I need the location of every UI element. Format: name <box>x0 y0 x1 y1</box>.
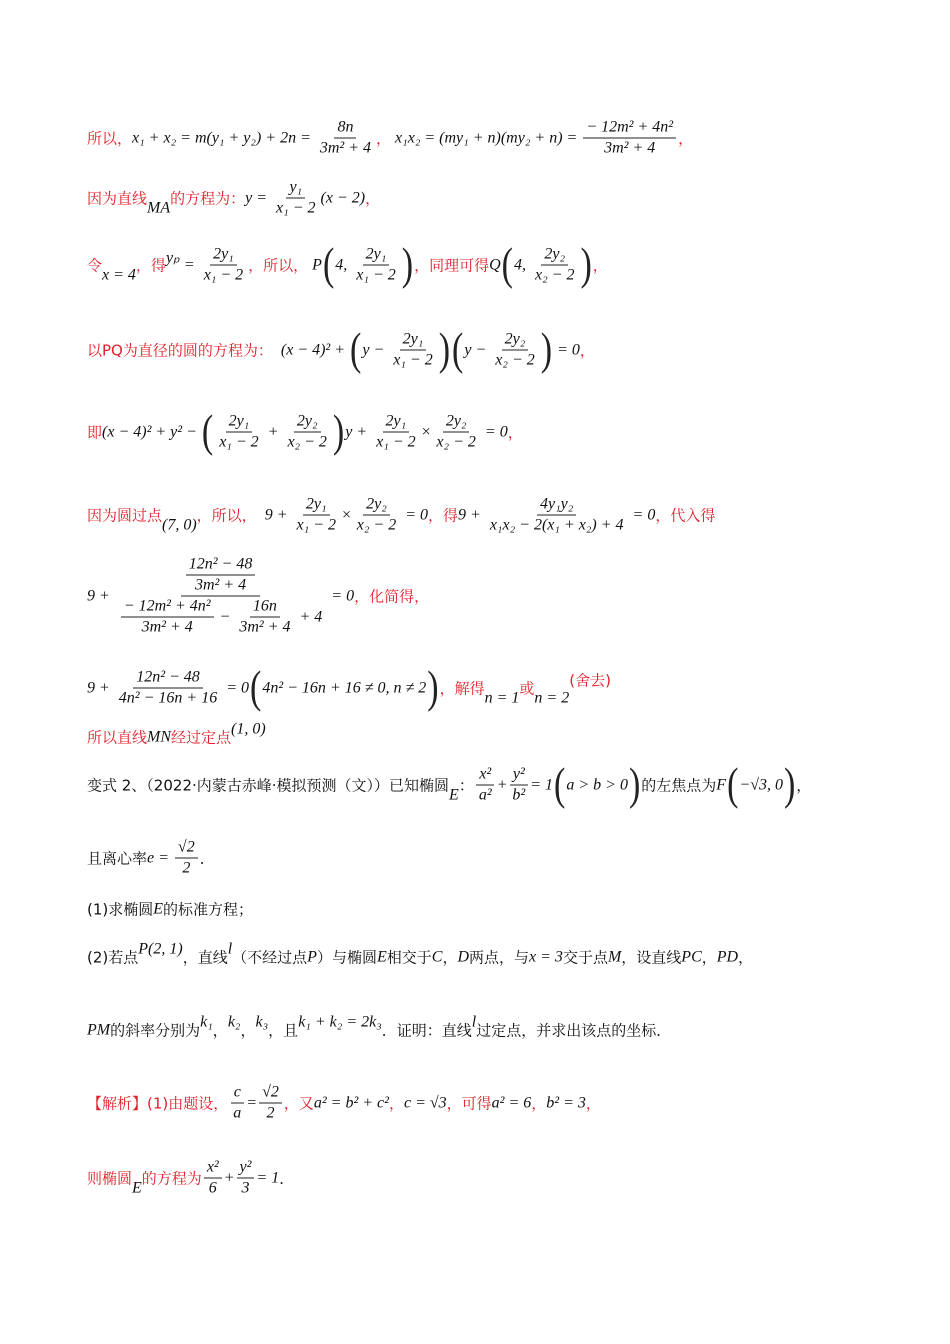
math-text: 2y₂ <box>296 412 318 430</box>
numerator <box>226 413 253 433</box>
math-text: x₂ − 2 <box>356 516 397 534</box>
math-text: n = 1 <box>484 689 520 706</box>
math-text: k₃ <box>255 1013 269 1030</box>
solution-text: ，所以， <box>248 256 309 275</box>
fraction <box>487 496 627 535</box>
math-text: = 0 <box>480 423 508 440</box>
math-text: 3m² + 4 <box>604 139 656 157</box>
math-text: 9 + <box>87 679 114 696</box>
solution-text: 因为直线 <box>87 189 148 208</box>
denominator <box>433 433 478 452</box>
solution-text: 【解析】 <box>87 1094 148 1113</box>
math-text: a² = 6 <box>491 1094 532 1111</box>
denominator <box>179 859 193 878</box>
problem-text: ． <box>199 849 215 868</box>
text-line <box>87 662 611 713</box>
solution-text: ，可得 <box>446 1094 492 1113</box>
math-text: x = 4 <box>102 266 136 283</box>
math-text: (x − 2) <box>320 189 366 206</box>
math-text: a² <box>478 786 492 804</box>
math-text: 2 <box>182 859 191 877</box>
problem-text: ． <box>279 1169 295 1188</box>
denominator <box>139 618 196 637</box>
math-text: 2y₁ <box>365 245 387 263</box>
problem-text: 过定点，并求出该点的坐标． <box>476 1021 672 1040</box>
fraction <box>116 669 220 708</box>
fraction <box>201 246 246 285</box>
numerator <box>175 839 198 859</box>
problem-text: ： <box>458 776 474 795</box>
problem-text: 的斜率分别为 <box>110 1021 201 1040</box>
fraction <box>353 246 398 285</box>
math-text: 3m² + 4 <box>194 576 247 594</box>
numerator <box>334 119 356 139</box>
text-line <box>87 556 429 637</box>
problem-text: ， <box>701 948 717 967</box>
math-text: 9 + <box>87 587 114 604</box>
problem-text: ， <box>212 1021 228 1040</box>
fraction <box>236 598 293 637</box>
math-text: y² <box>512 765 525 783</box>
denominator <box>273 199 318 218</box>
math-text: x₁ − 2 <box>203 266 244 284</box>
solution-text: ，得 <box>135 256 166 275</box>
big-parenthesis: ( <box>350 324 362 375</box>
fraction <box>230 1084 244 1123</box>
denominator <box>192 576 249 595</box>
math-text: − <box>215 608 235 625</box>
big-parenthesis: ( <box>727 759 739 810</box>
math-text: a <box>233 1104 242 1122</box>
math-text: 2y₂ <box>504 330 526 348</box>
math-text: M <box>607 948 622 965</box>
math-text: − 12m² + 4n² <box>586 118 674 136</box>
fraction <box>390 331 435 370</box>
math-text: (x − 4)² + <box>272 341 350 358</box>
solution-text: ， <box>678 129 694 148</box>
math-text: k₁ <box>200 1013 213 1030</box>
math-text: x₁ − 2 <box>296 516 336 534</box>
big-parenthesis: ) <box>783 759 796 810</box>
solution-text: 即 <box>87 423 103 442</box>
solution-text: 经过定点 <box>171 728 232 747</box>
math-text: 4n² − 16n + 16 ≠ 0, n ≠ 2 <box>262 679 427 696</box>
text-line <box>87 406 523 457</box>
text-line <box>87 324 595 375</box>
numerator <box>363 246 390 266</box>
fraction <box>204 1159 222 1198</box>
denominator <box>116 689 220 708</box>
numerator <box>133 669 203 689</box>
text-line <box>87 720 266 748</box>
fraction <box>175 839 198 878</box>
problem-text: 两点，与 <box>469 948 530 967</box>
math-text: = 0 <box>628 506 656 523</box>
problem-text: ， <box>796 776 812 795</box>
denominator <box>206 1179 220 1198</box>
problem-text: 交于点 <box>562 948 608 967</box>
math-text: MN <box>147 728 172 745</box>
math-text: k₁ + k₂ = 2k₃ <box>298 1013 382 1030</box>
denominator <box>284 433 329 452</box>
numerator <box>186 556 256 576</box>
fraction <box>532 246 577 285</box>
math-text: = 0 <box>222 679 249 696</box>
fraction <box>583 119 676 158</box>
math-text: = 1 <box>256 1169 280 1186</box>
math-text: C <box>431 948 443 965</box>
math-text: x₁x₂ = (my₁ + n)(my₂ + n) = <box>391 129 582 146</box>
math-text: 9 + <box>458 506 485 523</box>
math-text: (1, 0) <box>231 720 266 737</box>
fraction <box>293 496 338 535</box>
solution-text: ， <box>388 1094 404 1113</box>
math-text: y² <box>239 1158 252 1176</box>
denominator <box>216 433 261 452</box>
math-text: 2y₂ <box>366 495 387 513</box>
math-text: c = √3 <box>403 1094 447 1111</box>
denominator <box>293 516 338 535</box>
numerator <box>259 1084 282 1104</box>
denominator <box>230 1104 244 1123</box>
math-text: 2y₂ <box>445 412 467 430</box>
math-text: − 12m² + 4n² <box>123 597 211 615</box>
math-text: 4, <box>513 256 530 273</box>
solution-text: ，化简得， <box>354 587 430 606</box>
solution-text: (1)由题设， <box>147 1094 229 1113</box>
math-text: = <box>179 256 199 273</box>
denominator <box>317 139 374 158</box>
solution-text: ， <box>507 423 523 442</box>
problem-text: ．证明：直线 <box>381 1021 472 1040</box>
fraction <box>317 119 374 158</box>
denominator <box>354 516 399 535</box>
denominator <box>353 266 398 285</box>
solution-text: 则椭圆 <box>87 1169 133 1188</box>
math-text: 9 + <box>256 506 292 523</box>
math-text: c <box>233 1083 241 1101</box>
problem-text: 的左焦点为 <box>641 776 717 795</box>
numerator <box>537 496 576 516</box>
text-line <box>87 119 693 158</box>
math-text: l <box>227 940 233 957</box>
big-parenthesis: ( <box>249 662 262 713</box>
math-text: y − <box>464 341 491 358</box>
fraction <box>433 413 478 452</box>
math-text: = 0 <box>401 506 429 523</box>
denominator <box>263 1104 277 1123</box>
math-text: PD <box>716 948 739 965</box>
big-parenthesis: ) <box>628 759 641 810</box>
denominator <box>509 786 528 805</box>
numerator <box>510 766 528 786</box>
problem-text: 相交于 <box>386 948 432 967</box>
solution-text: 以PQ为直径的圆的方程为： <box>87 341 273 360</box>
numerator <box>502 331 529 351</box>
denominator <box>476 786 495 805</box>
big-parenthesis: ( <box>452 324 464 375</box>
solution-text: 所以， <box>87 129 133 148</box>
math-text: 3m² + 4 <box>319 139 372 157</box>
math-text: a² = b² + c² <box>313 1094 389 1111</box>
text-line <box>87 1013 672 1041</box>
math-text: E <box>132 1179 142 1196</box>
math-text: = 0 <box>327 587 355 604</box>
solution-text: ， <box>585 1094 601 1113</box>
math-text: 12n² − 48 <box>188 555 253 573</box>
math-text: x₁ − 2 <box>356 266 396 284</box>
big-parenthesis: ) <box>540 324 553 375</box>
math-text: MA <box>147 199 171 216</box>
problem-text: ， <box>442 948 458 967</box>
math-text: 3m² + 4 <box>141 618 193 636</box>
fraction <box>284 413 329 452</box>
fraction <box>237 1159 255 1198</box>
math-text: a > b > 0 <box>566 776 628 793</box>
solution-text: ，代入得 <box>655 506 716 525</box>
math-text: PC <box>681 948 702 965</box>
denominator <box>116 597 326 637</box>
math-text: 16n <box>252 597 277 615</box>
text-line <box>87 239 608 290</box>
math-text: E <box>153 900 164 917</box>
math-text: P(2, 1) <box>138 940 183 957</box>
fraction <box>476 766 495 805</box>
text-line <box>87 940 754 968</box>
numerator <box>121 598 214 618</box>
math-text: √2 <box>262 1083 279 1101</box>
fraction <box>354 496 399 535</box>
numerator <box>541 246 568 266</box>
text-line <box>87 1159 294 1198</box>
math-text: x₁ + x₂ = m(y₁ + y₂) + 2n = <box>132 129 315 146</box>
problem-text: 的标准方程； <box>163 900 254 919</box>
big-parenthesis: ( <box>501 239 513 290</box>
solution-text: ，所以， <box>196 506 257 525</box>
math-text: x₂ − 2 <box>534 266 575 284</box>
solution-text: ，得 <box>428 506 459 525</box>
denominator <box>373 433 418 452</box>
math-text: y₁ <box>289 178 303 196</box>
math-text: F <box>716 776 727 793</box>
math-text: 4, <box>335 256 352 273</box>
big-parenthesis: ) <box>332 406 345 457</box>
solution-text: 令 <box>87 256 103 275</box>
denominator <box>201 266 246 285</box>
numerator <box>204 1159 222 1179</box>
math-text: x₁ − 2 <box>393 351 433 369</box>
math-text: = 0 <box>553 341 580 358</box>
math-text: + <box>263 423 283 440</box>
solution-text: (舍去) <box>569 671 611 690</box>
math-text: x² <box>479 765 492 783</box>
solution-text: ，解得 <box>439 679 485 698</box>
problem-text: (1)求椭圆 <box>87 900 154 919</box>
math-text: P <box>308 256 322 273</box>
text-line <box>87 759 812 810</box>
math-text: + <box>223 1169 235 1186</box>
math-text: l <box>471 1013 477 1030</box>
math-text: x₂ − 2 <box>436 433 476 451</box>
fraction <box>373 413 418 452</box>
math-text: x₁ − 2 <box>276 199 316 217</box>
math-text: (7, 0) <box>162 516 197 533</box>
math-text: b² <box>512 786 526 804</box>
problem-text: (2)若点 <box>87 948 139 967</box>
math-text: yₚ <box>165 249 180 266</box>
math-text: y = <box>245 189 272 206</box>
problem-text: ， <box>240 1021 256 1040</box>
math-text: + 4 <box>295 608 323 625</box>
math-text: y − <box>362 341 389 358</box>
math-text: 2 <box>266 1104 275 1122</box>
big-parenthesis: ( <box>322 239 335 290</box>
numerator <box>303 496 330 516</box>
solution-text: ， <box>579 341 595 360</box>
math-text: b² = 3 <box>546 1094 586 1111</box>
math-text: 8n <box>337 118 354 136</box>
math-text: 2y₁ <box>213 245 234 263</box>
math-text: x₁ − 2 <box>219 433 259 451</box>
big-parenthesis: ( <box>201 406 214 457</box>
denominator <box>390 351 435 370</box>
fraction <box>186 556 256 595</box>
big-parenthesis: ) <box>401 239 414 290</box>
big-parenthesis: ( <box>554 759 566 810</box>
math-text: 4y₁y₂ <box>540 495 574 513</box>
math-text: e = <box>147 849 173 866</box>
numerator <box>363 496 390 516</box>
numerator <box>181 556 261 597</box>
math-text: n = 2 <box>534 689 570 706</box>
math-text: (x − 4)² + y² − <box>102 423 201 440</box>
solution-text: ，又 <box>283 1094 314 1113</box>
math-text: 12n² − 48 <box>136 668 200 686</box>
solution-text: 所以直线 <box>87 728 148 747</box>
math-text: √2 <box>177 838 195 856</box>
solution-text: ，同理可得 <box>414 256 490 275</box>
math-text: k₂ <box>227 1013 241 1030</box>
fraction <box>509 766 528 805</box>
math-text: x = 3 <box>529 948 563 965</box>
problem-text: ，设直线 <box>621 948 682 967</box>
numerator <box>250 598 280 618</box>
big-parenthesis: ) <box>427 662 439 713</box>
math-text: x₁x₂ − 2(x₁ + x₂) + 4 <box>489 516 624 534</box>
numerator <box>583 119 676 139</box>
math-text: 4n² − 16n + 16 <box>118 689 218 707</box>
problem-text: ，直线 <box>182 948 228 967</box>
problem-text: ， <box>738 948 754 967</box>
math-text: 2y₁ <box>228 412 250 430</box>
fraction <box>116 556 326 637</box>
text-line <box>87 496 715 535</box>
solution-text: ， <box>592 256 608 275</box>
math-text: + <box>496 776 508 793</box>
math-text: −√3, 0 <box>739 776 783 793</box>
numerator <box>400 331 427 351</box>
problem-text: 且离心率 <box>87 849 148 868</box>
math-text: 2y₁ <box>402 330 424 348</box>
problem-text: （不经过点 <box>232 948 308 967</box>
denominator <box>601 139 658 158</box>
text-line <box>87 179 380 218</box>
denominator <box>238 1179 252 1198</box>
solution-text: ， <box>376 129 392 148</box>
fraction <box>121 598 214 637</box>
big-parenthesis: ) <box>580 239 592 290</box>
denominator <box>532 266 577 285</box>
numerator <box>231 1084 244 1104</box>
text-line <box>87 899 253 920</box>
numerator <box>210 246 237 266</box>
math-text: E <box>376 948 387 965</box>
fraction <box>216 413 261 452</box>
denominator <box>236 618 293 637</box>
math-text: x₂ − 2 <box>495 351 535 369</box>
numerator <box>443 413 470 433</box>
text-line <box>87 839 215 878</box>
fraction <box>492 331 537 370</box>
solution-text: 或 <box>519 679 535 698</box>
problem-text: ）与椭圆 <box>316 948 377 967</box>
solution-text: 的方程为： <box>170 189 246 208</box>
math-text: y + <box>345 423 372 440</box>
math-text: 6 <box>208 1179 217 1197</box>
math-text: x² <box>206 1158 219 1176</box>
numerator <box>383 413 410 433</box>
math-text: × <box>420 423 432 440</box>
denominator <box>492 351 537 370</box>
math-text: 2y₁ <box>385 412 407 430</box>
math-text: PM <box>87 1021 111 1038</box>
numerator <box>476 766 494 786</box>
math-text: 3m² + 4 <box>239 618 291 636</box>
math-text: D <box>457 948 470 965</box>
fraction <box>273 179 318 218</box>
math-text: 2y₂ <box>544 245 566 263</box>
problem-text: 变式 2、（2022·内蒙古赤峰·模拟预测（文））已知椭圆 <box>87 776 450 795</box>
numerator <box>286 179 305 199</box>
math-text: 3 <box>241 1179 250 1197</box>
math-text: = 1 <box>530 776 554 793</box>
numerator <box>237 1159 255 1179</box>
math-text: × <box>340 506 352 523</box>
numerator <box>294 413 321 433</box>
solution-text: 因为圆过点 <box>87 506 163 525</box>
denominator <box>487 516 627 535</box>
math-text: = <box>246 1094 258 1111</box>
problem-text: ，且 <box>268 1021 299 1040</box>
math-text: P <box>307 948 317 965</box>
solution-text: 的方程为 <box>141 1169 202 1188</box>
math-text: x₁ − 2 <box>376 433 416 451</box>
math-text: Q <box>489 256 501 273</box>
big-parenthesis: ) <box>438 324 451 375</box>
solution-text: ， <box>531 1094 547 1113</box>
math-text: 2y₁ <box>305 495 327 513</box>
math-text: x₂ − 2 <box>287 433 327 451</box>
math-text: E <box>449 786 459 803</box>
fraction <box>259 1084 282 1123</box>
solution-text: ， <box>365 189 381 208</box>
text-line <box>87 1084 601 1123</box>
